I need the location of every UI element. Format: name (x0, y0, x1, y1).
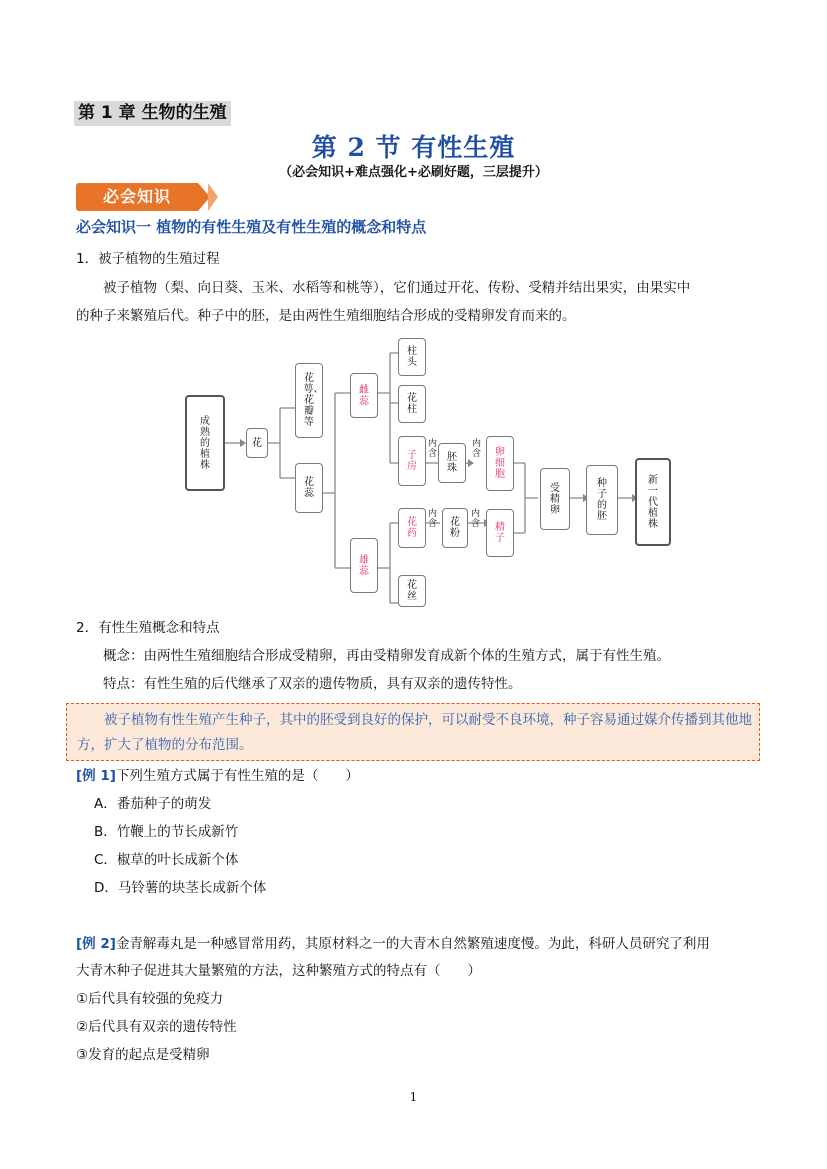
item2-title: 2．有性生殖概念和特点 (76, 620, 220, 636)
page-number: 1 (409, 1090, 418, 1104)
banner-label: 必会知识 (76, 183, 198, 211)
chapter-heading: 第 1 章 生物的生殖 (74, 101, 231, 126)
example1-text: 下列生殖方式属于有性生殖的是（ ） (115, 768, 359, 784)
node-pollen (442, 508, 468, 548)
node-sepals (295, 363, 323, 438)
node-new-plant-label: 新一代植株 (648, 474, 658, 530)
example1-tag: [例 1] (76, 768, 116, 784)
node-anther-label: 花药 (407, 517, 417, 539)
node-sperm (486, 509, 514, 557)
node-pollen-label: 花粉 (450, 517, 460, 539)
node-anther (398, 508, 426, 548)
node-embryo-label: 种子的胚 (597, 478, 607, 522)
node-ovule-label: 胚珠 (447, 452, 457, 474)
item2-concept: 概念：由两性生殖细胞结合形成受精卵，再由受精卵发育成新个体的生殖方式，属于有性生殖。 (103, 648, 670, 664)
example2-option-3[interactable]: ③发育的起点是受精卵 (76, 1047, 210, 1063)
note-text: 被子植物有性生殖产生种子，其中的胚受到良好的保护，可以耐受不良环境，种子容易通过媒介传播到其他地方，扩大了植物的分布范围。 (77, 712, 752, 753)
label-contains-4: 内含 (471, 509, 481, 529)
example1-option-d[interactable]: D．马铃薯的块茎长成新个体 (94, 880, 267, 896)
node-stigma (398, 338, 426, 376)
example2-tag: [例 2] (76, 936, 116, 952)
item2-feature: 特点：有性生殖的后代继承了双亲的遗传物质，具有双亲的遗传特性。 (103, 676, 522, 692)
example2-line2: 大青木种子促进其大量繁殖的方法，这种繁殖方式的特点有（ ） (76, 963, 481, 979)
item1-para-line1: 被子植物（梨、向日葵、玉米、水稻等和桃等），它们通过开花、传粉、受精并结出果实，由果实中 (103, 280, 691, 296)
node-pistil-label: 雌蕊 (359, 384, 369, 407)
example1-option-a[interactable]: A．番茄种子的萌发 (94, 796, 212, 812)
example1-option-b[interactable]: B．竹鞭上的节长成新竹 (94, 824, 239, 840)
node-core-label: 花蕊 (304, 477, 314, 499)
example2-option-1[interactable]: ①后代具有较强的免疫力 (76, 991, 224, 1007)
node-ovary-label: 子房 (407, 450, 417, 472)
node-pistil (350, 373, 378, 418)
chevron-right-icon (208, 183, 218, 211)
section-subtitle: （必会知识+难点强化+必刷好题，三层提升） (279, 165, 548, 180)
node-ovary (398, 436, 426, 486)
example2-text-line1: 金青解毒丸是一种感冒常用药，其原材料之一的大青木自然繁殖速度慢。为此，科研人员研究了利用 (115, 936, 710, 952)
node-style (398, 385, 426, 423)
node-new-plant (635, 458, 671, 546)
example1-option-c[interactable]: C．椒草的叶长成新个体 (94, 852, 239, 868)
node-zygote-label: 受精卵 (550, 482, 560, 516)
item1-para-line2: 的种子来繁殖后代。种子中的胚，是由两性生殖细胞结合形成的受精卵发育而来的。 (76, 308, 576, 324)
node-stamen-label: 雄蕊 (359, 554, 369, 577)
reproduction-diagram (180, 333, 680, 608)
node-mature-plant (185, 395, 225, 491)
node-core (295, 463, 323, 513)
note-box (66, 703, 760, 761)
node-egg-label: 卵细胞 (495, 447, 505, 480)
node-sperm-label: 精子 (495, 522, 505, 544)
node-filament-label: 花丝 (407, 580, 417, 602)
example2-line1 (76, 934, 710, 954)
label-contains-2: 内含 (472, 439, 482, 459)
node-filament (398, 575, 426, 607)
label-contains-3: 内含 (428, 509, 438, 529)
knowledge-heading: 必会知识一 植物的有性生殖及有性生殖的概念和特点 (76, 218, 427, 236)
node-ovule (438, 443, 466, 483)
node-stamen (350, 538, 378, 593)
node-style-label: 花柱 (407, 393, 417, 415)
label-contains-1: 内含 (428, 439, 438, 459)
node-zygote (540, 468, 570, 530)
node-flower-label: 花 (252, 437, 262, 449)
example2-option-2[interactable]: ②后代具有双亲的遗传特性 (76, 1019, 237, 1035)
node-embryo (586, 465, 618, 535)
node-stigma-label: 柱头 (407, 346, 417, 368)
item1-title: 1．被子植物的生殖过程 (76, 251, 220, 267)
node-egg (486, 436, 514, 491)
node-mature-plant-label: 成熟的植株 (200, 415, 210, 471)
node-sepals-label: 花萼、花瓣等 (303, 373, 324, 428)
node-flower (246, 428, 268, 458)
example1-question (76, 766, 359, 786)
section-title: 第 2 节 有性生殖 (311, 133, 516, 162)
